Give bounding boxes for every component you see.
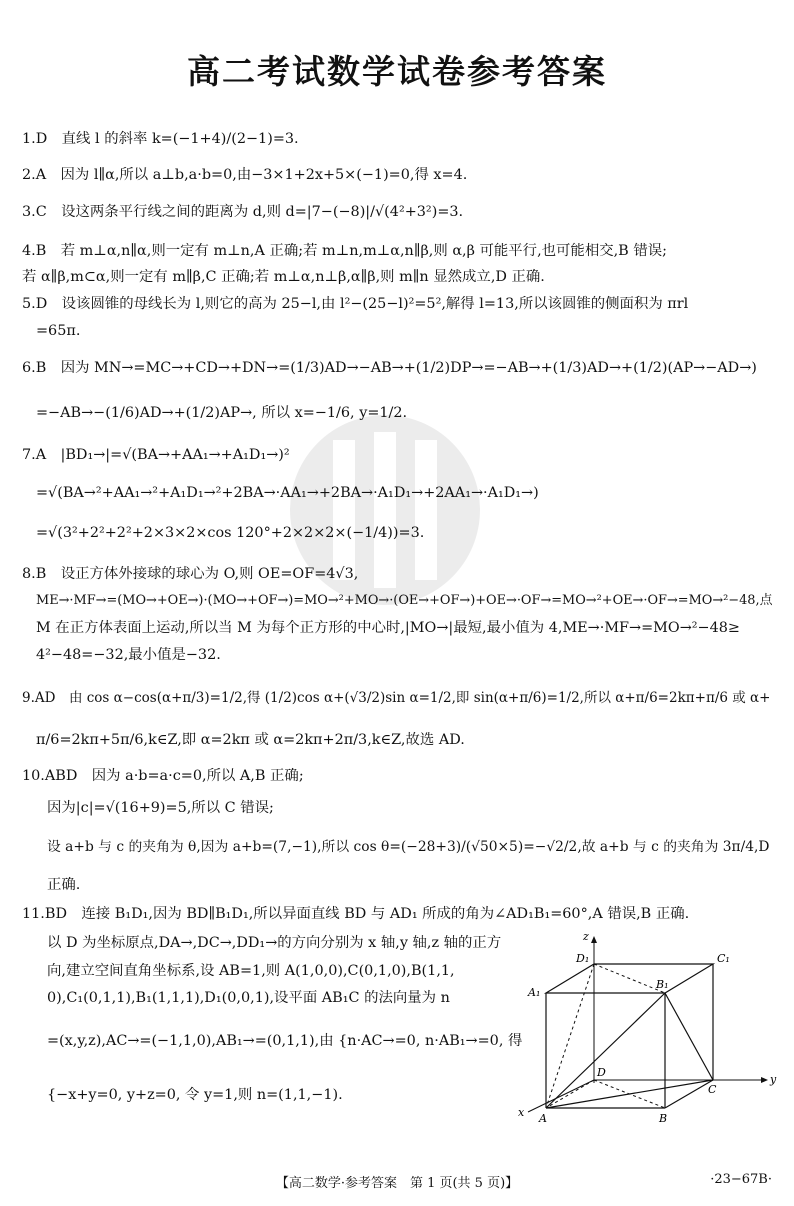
answer-line: 因为|c|=√(16+9)=5,所以 C 错误; bbox=[47, 800, 274, 816]
answer-line: 8.B 设正方体外接球的球心为 O,则 OE=OF=4√3, bbox=[22, 566, 359, 582]
answer-line: 5.D 设该圆锥的母线长为 l,则它的高为 25−l,由 l²−(25−l)²=5²,解得 l=13,所以该圆锥的侧面积为 πrl bbox=[22, 296, 689, 312]
answer-line: 4.B 若 m⊥α,n∥α,则一定有 m⊥n,A 正确;若 m⊥n,m⊥α,n∥β,则 α,β 可能平行,也可能相交,B 错误; bbox=[22, 243, 667, 259]
fig-label: x bbox=[518, 1106, 525, 1119]
answer-line: M 在正方体表面上运动,所以当 M 为每个正方形的中心时,|MO→|最短,最小值为 4,ME→·MF→=MO→²−48≥ bbox=[36, 620, 740, 636]
fig-label: B bbox=[659, 1112, 668, 1125]
answer-line: 2.A 因为 l∥α,所以 a⊥b,a·b=0,由−3×1+2x+5×(−1)=0,得 x=4. bbox=[22, 167, 468, 183]
fig-label: y bbox=[770, 1073, 777, 1086]
answer-line: 以 D 为坐标原点,DA→,DC→,DD₁→的方向分别为 x 轴,y 轴,z 轴的正方 bbox=[47, 935, 502, 951]
answer-line: 10.ABD 因为 a·b=a·c=0,所以 A,B 正确; bbox=[22, 768, 304, 784]
fig-label: D bbox=[597, 1066, 606, 1079]
footer-code: ·23−67B· bbox=[710, 1172, 772, 1187]
answer-line: =√(BA→²+AA₁→²+A₁D₁→²+2BA→·AA₁→+2BA→·A₁D₁→+2AA₁→·A₁D₁→) bbox=[36, 485, 539, 501]
answer-line: 设 a+b 与 c 的夹角为 θ,因为 a+b=(7,−1),所以 cos θ=(−28+3)/(√50×5)=−√2/2,故 a+b 与 c 的夹角为 3π/4,D bbox=[47, 839, 770, 855]
answer-line: 正确. bbox=[47, 877, 81, 893]
page-footer: 【高二数学·参考答案 第 1 页(共 5 页)】 bbox=[275, 1176, 519, 1191]
fig-label: A₁ bbox=[528, 986, 541, 999]
answer-line: 11.BD 连接 B₁D₁,因为 BD∥B₁D₁,所以异面直线 BD 与 AD₁ 所成的角为∠AD₁B₁=60°,A 错误,B 正确. bbox=[22, 906, 690, 922]
fig-label: A bbox=[539, 1112, 547, 1125]
fig-label: B₁ bbox=[656, 978, 669, 991]
page-title: 高二考试数学试卷参考答案 bbox=[187, 52, 607, 91]
answer-line: 向,建立空间直角坐标系,设 AB=1,则 A(1,0,0),C(0,1,0),B(1,1, bbox=[47, 963, 455, 979]
answer-line: 7.A |BD₁→|=√(BA→+AA₁→+A₁D₁→)² bbox=[22, 447, 290, 463]
answer-line: 9.AD 由 cos α−cos(α+π/3)=1/2,得 (1/2)cos α+(√3/2)sin α=1/2,即 sin(α+π/6)=1/2,所以 α+π/6=2kπ+π/6 或 α+ bbox=[22, 690, 771, 706]
x-axis bbox=[528, 1080, 594, 1112]
answer-line: 0),C₁(0,1,1),B₁(1,1,1),D₁(0,0,1),设平面 AB₁C 的法向量为 n bbox=[47, 990, 450, 1006]
answer-line: 6.B 因为 MN→=MC→+CD→+DN→=(1/3)AD→−AB→+(1/2)DP→=−AB→+(1/3)AD→+(1/2)(AP→−AD→) bbox=[22, 360, 757, 376]
answer-line: π/6=2kπ+5π/6,k∈Z,即 α=2kπ 或 α=2kπ+2π/3,k∈Z,故选 AD. bbox=[36, 732, 465, 748]
answer-line: 4²−48=−32,最小值是−32. bbox=[36, 647, 221, 663]
answer-line: 若 α∥β,m⊂α,则一定有 m∥β,C 正确;若 m⊥α,n⊥β,α∥β,则 m∥n 显然成立,D 正确. bbox=[22, 269, 545, 285]
answer-line: =(x,y,z),AC→=(−1,1,0),AB₁→=(0,1,1),由 {n·AC→=0, n·AB₁→=0, 得 bbox=[47, 1033, 523, 1049]
fig-label: C bbox=[708, 1083, 717, 1096]
fig-label: D₁ bbox=[576, 952, 590, 965]
answer-line: =√(3²+2²+2²+2×3×2×cos 120°+2×2×2×(−1/4))=3. bbox=[36, 525, 425, 541]
fig-label: z bbox=[583, 930, 589, 943]
answer-line: 3.C 设这两条平行线之间的距离为 d,则 d=|7−(−8)|/√(4²+3²)=3. bbox=[22, 204, 464, 220]
answer-line: =65π. bbox=[36, 323, 81, 339]
answer-line: 1.D 直线 l 的斜率 k=(−1+4)/(2−1)=3. bbox=[22, 131, 299, 147]
answer-line: ME→·MF→=(MO→+OE→)·(MO→+OF→)=MO→²+MO→·(OE→+OF→)+OE→·OF→=MO→²+OE→·OF→=MO→²−48,点 bbox=[36, 593, 773, 608]
cube-coordinate-figure bbox=[506, 928, 786, 1128]
answer-line: =−AB→−(1/6)AD→+(1/2)AP→, 所以 x=−1/6, y=1/2. bbox=[36, 405, 408, 421]
fig-label: C₁ bbox=[717, 952, 730, 965]
answer-line: {−x+y=0, y+z=0, 令 y=1,则 n=(1,1,−1). bbox=[47, 1087, 343, 1103]
